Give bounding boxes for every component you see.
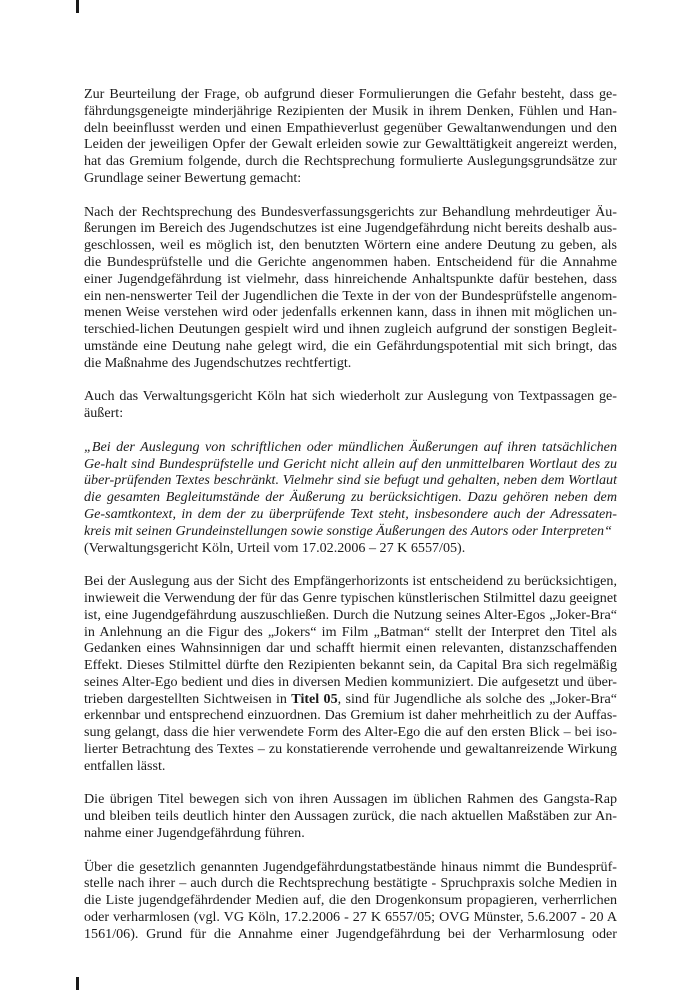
bold-title-reference: Titel 05 (291, 690, 338, 707)
paragraph-text: Nach der Rechtsprechung des Bundesverfassungsgerichts zur Behandlung mehrdeutiger Äu-ßerungen im Bereich des Jugendschutzes ist eine Jugendgefährdung nicht bereits deshalb aus-geschlossen, weil es möglich ist, den benutzten Wörtern eine andere Deutung zu geben, als die Bundesprüfstelle und die Gerichte angenommen haben. Entscheidend für die Annahme einer Jugendgefährdung ist vielmehr, dass hinreichende Anhaltspunkte dafür bestehen, dass ein nen-nenswerter Teil der Jugendlichen die Texte in der von der Bundesprüfstelle angenom-menen Weise verstehen wird oder jedenfalls erkennen kann, dass in ihnen mit möglichen un-terschied-lichen Deutungen gespielt wird und ihnen zugleich aufgrund der sonstigen Begleit-umstände eine Deutung nahe gelegt wird, die ein Gefährdungspotential mit sich bringt, das die Maßnahme des Jugendschutzes rechtfertigt. (84, 203, 617, 371)
paragraph-text: Zur Beurteilung der Frage, ob aufgrund dieser Formulierungen die Gefahr besteht, dass ge-fährdungsgeneigte minderjährige Rezipienten der Musik in ihrem Denken, Fühlen und Han-deln beeinflusst werden und einen Empathieverlust gegenüber Gewaltanwendungen und den Leiden der jeweiligen Opfer der Gewalt erleiden sowie zur Gewalttätigkeit angereizt werden, hat das Gremium folgende, durch die Rechtsprechung formulierte Auslegungsgrundsätze zur Grundlage seiner Bewertung gemacht: (84, 86, 617, 186)
paragraph-text: , sind für Jugendliche als solche des „Joker-Bra“ erkennbar und entsprechend einzuordnen. Das Gremium ist daher mehrheitlich zu der Auffas-sung gelangt, dass die hier verwendete Form des Alter-Ego die auf den ersten Blick – bei iso-lierter Betrachtung des Textes – zu konstatierende verrohende und gewaltanreizende Wirkung entfallen lässt. (84, 690, 618, 774)
paragraph-drug-trivialization (84, 859, 617, 943)
quote-citation: (Verwaltungsgericht Köln, Urteil vom 17.02.2006 – 27 K 6557/05). (84, 539, 466, 556)
paragraph-bverfg-caselaw (84, 204, 617, 372)
paragraph-intro-assessment (84, 86, 617, 187)
paragraph-text: Über die gesetzlich genannten Jugendgefährdungstatbestände hinaus nimmt die Bundesprüf-stelle nach ihrer – auch durch die Rechtsprechung bestätigte - Spruchpraxis solche Medien in die Liste jugendgefährdender Medien auf, die den Drogenkonsum propagieren, verherrlichen oder verharmlosen (vgl. VG Köln, 17.2.2006 - 27 K 6557/05; OVG Münster, 5.6.2007 - 20 A 1561/06). Grund für die Annahme einer Jugendgefährdung bei der Verharmlosung oder (84, 858, 617, 942)
paragraph-text: Bei der Auslegung aus der Sicht des Empfängerhorizonts ist entscheidend zu berücksichtigen, inwieweit die Verwendung der für das Genre typischen künstlerischen Stilmittel dazu geeignet ist, eine Jugendgefährdung auszuschließen. Durch die Nutzung seines Alter-Egos „Joker-Bra“ in Anlehnung an die Figur des „Jokers“ im Film „Batman“ stellt der Interpret den Titel als Gedanken eines Wahnsinnigen dar und schafft hiermit einen relevanten, distanzschaffenden Effekt. Dieses Stilmittel dürfte den Rezipienten bekannt sein, da Capital Bra sich regelmäßig seines Alter-Ego bedient und dies in diversen Medien kommuniziert. Die aufgesetzt und über-trieben dargestellten Sichtweisen in (84, 573, 617, 707)
document-body (84, 86, 617, 943)
scan-artifact-bottom (76, 977, 79, 990)
paragraph-alter-ego-analysis (84, 573, 617, 775)
quote-italic-text: „Bei der Auslegung von schriftlichen oder mündlichen Äußerungen auf ihren tatsächlichen Ge-halt sind Bundesprüfstelle und Gericht nicht allein auf den unmittelbaren Wortlaut des zu über-prüfenden Textes beschränkt. Vielmehr sind sie befugt und gehalten, neben dem Wortlaut die gesamten Begleitumstände der Äußerung zu berücksichtigen. Dazu gehören neben dem Ge-samtkontext, in dem der zu überprüfende Text steht, insbesondere auch der Adressaten-kreis mit seinen Grundeinstellungen sowie sonstige Äußerungen des Autors oder Interpreten“ (84, 438, 617, 539)
scan-artifact-top (76, 0, 79, 13)
paragraph-vg-koeln-quote (84, 439, 617, 557)
paragraph-text: Die übrigen Titel bewegen sich von ihren Aussagen im üblichen Rahmen des Gangsta-Rap und bleiben teils deutlich hinter den Aussagen zurück, die nach aktuellen Maßstäben zur An-nahme einer Jugendgefährdung führen. (84, 791, 617, 842)
paragraph-text: Auch das Verwaltungsgericht Köln hat sich wiederholt zur Auslegung von Textpassagen ge-äußert: (84, 388, 617, 422)
paragraph-vg-koeln-intro (84, 388, 617, 422)
paragraph-other-titles (84, 791, 617, 841)
